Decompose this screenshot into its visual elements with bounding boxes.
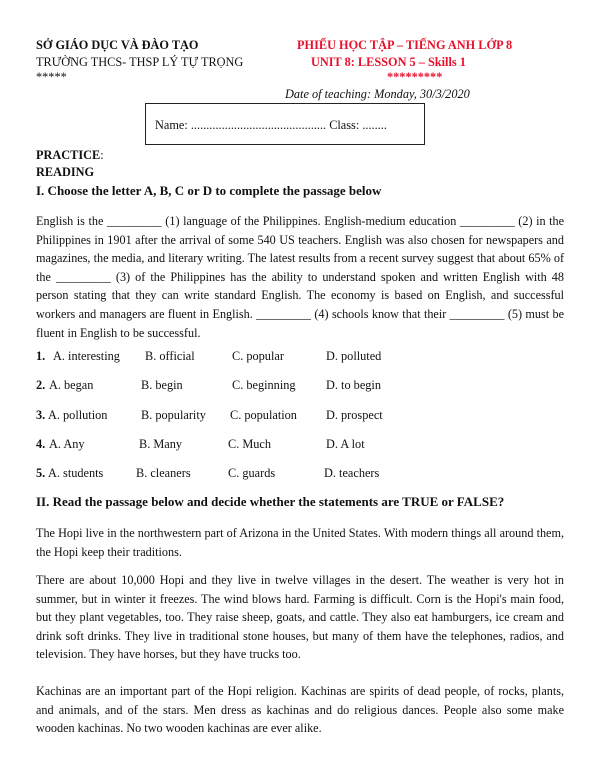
option-b[interactable]: B. Many bbox=[139, 437, 183, 451]
question-number: 5. bbox=[36, 466, 46, 480]
option-d[interactable]: D. prospect bbox=[326, 408, 383, 422]
section2-title: II. Read the passage below and decide whether the statements are TRUE or FALSE? bbox=[36, 494, 505, 509]
option-d[interactable]: D. to begin bbox=[326, 378, 381, 392]
reading-heading: READING bbox=[36, 165, 95, 179]
option-b[interactable]: B. cleaners bbox=[136, 466, 191, 480]
section1-title: I. Choose the letter A, B, C or D to complete the passage below bbox=[36, 183, 382, 198]
option-c[interactable]: C. guards bbox=[228, 466, 276, 480]
section2-paragraph: The Hopi live in the northwestern part of Arizona in the United States. With modern things all around them, the Hopi keep their traditions. bbox=[36, 526, 564, 559]
unit-lesson-title: UNIT 8: LESSON 5 – Skills 1 bbox=[311, 55, 466, 69]
option-d[interactable]: D. A lot bbox=[326, 437, 365, 451]
question-number: 3. bbox=[36, 408, 46, 422]
name-class-line[interactable]: Name: ............................................ Class: ........ bbox=[155, 118, 387, 132]
option-d[interactable]: D. polluted bbox=[326, 349, 382, 363]
practice-label: PRACTICE bbox=[36, 148, 101, 162]
teaching-date: Date of teaching: Monday, 30/3/2020 bbox=[285, 87, 470, 101]
option-b[interactable]: B. official bbox=[145, 349, 195, 363]
option-a[interactable]: A. interesting bbox=[53, 349, 120, 363]
section1-passage: English is the _________ (1) language of the Philippines. English-medium education _________ (2) in the Philippines in 1901 after the arrival of some 540 US teachers. English was also chosen for newspapers and magazines, the media, and literary writing. The latest results from a recent survey suggest that about 65% of the _________ (3) of the Philippines has the ability to understand spoken and written English with 48 person stating that they can write standard English. The economy is based on English, and successful workers and managers are fluent in English. _________ (4) schools know that their _________ (5) must be fluent in English to be successful. bbox=[36, 214, 564, 340]
section2-paragraph: Kachinas are an important part of the Hopi religion. Kachinas are spirits of dead people, of rocks, plants, and animals, and of the stars. Men dress as kachinas and do religious dances. People also some make wooden kachinas. No two wooden kachinas are ever alike. bbox=[36, 684, 564, 736]
worksheet-title: PHIẾU HỌC TẬP – TIẾNG ANH LỚP 8 bbox=[297, 38, 513, 52]
option-c[interactable]: C. population bbox=[230, 408, 297, 422]
department-name: SỞ GIÁO DỤC VÀ ĐÀO TẠO bbox=[36, 38, 199, 52]
option-c[interactable]: C. popular bbox=[232, 349, 284, 363]
option-a[interactable]: A. Any bbox=[49, 437, 85, 451]
question-number: 2. bbox=[36, 378, 46, 392]
header-right-stars: ********* bbox=[387, 70, 443, 84]
question-number: 1. bbox=[36, 349, 46, 363]
option-c[interactable]: C. beginning bbox=[232, 378, 296, 392]
option-b[interactable]: B. begin bbox=[141, 378, 183, 392]
question-number: 4. bbox=[36, 437, 46, 451]
name-class-box bbox=[145, 103, 425, 145]
option-a[interactable]: A. pollution bbox=[48, 408, 108, 422]
section2-paragraph: There are about 10,000 Hopi and they live in twelve villages in the desert. The weather is very hot in summer, but in winter it freezes. The wind blows hard. Farming is difficult. Corn is the Hopi's main food, but they plant vegetables, too. They raise sheep, goats, and cattle. They also eat hamburgers, ice cream and drink soft drinks. They live in traditional stone houses, but many of them have the telephones, radios, and television. They have horses, but they have trucks too. bbox=[36, 573, 564, 662]
option-a[interactable]: A. began bbox=[49, 378, 94, 392]
header-left-stars: ***** bbox=[36, 70, 67, 84]
practice-heading bbox=[36, 148, 104, 163]
option-b[interactable]: B. popularity bbox=[141, 408, 206, 422]
school-name: TRƯỜNG THCS- THSP LÝ TỰ TRỌNG bbox=[36, 55, 244, 69]
practice-colon: : bbox=[100, 148, 104, 162]
option-c[interactable]: C. Much bbox=[228, 437, 272, 451]
option-d[interactable]: D. teachers bbox=[324, 466, 380, 480]
option-a[interactable]: A. students bbox=[48, 466, 104, 480]
